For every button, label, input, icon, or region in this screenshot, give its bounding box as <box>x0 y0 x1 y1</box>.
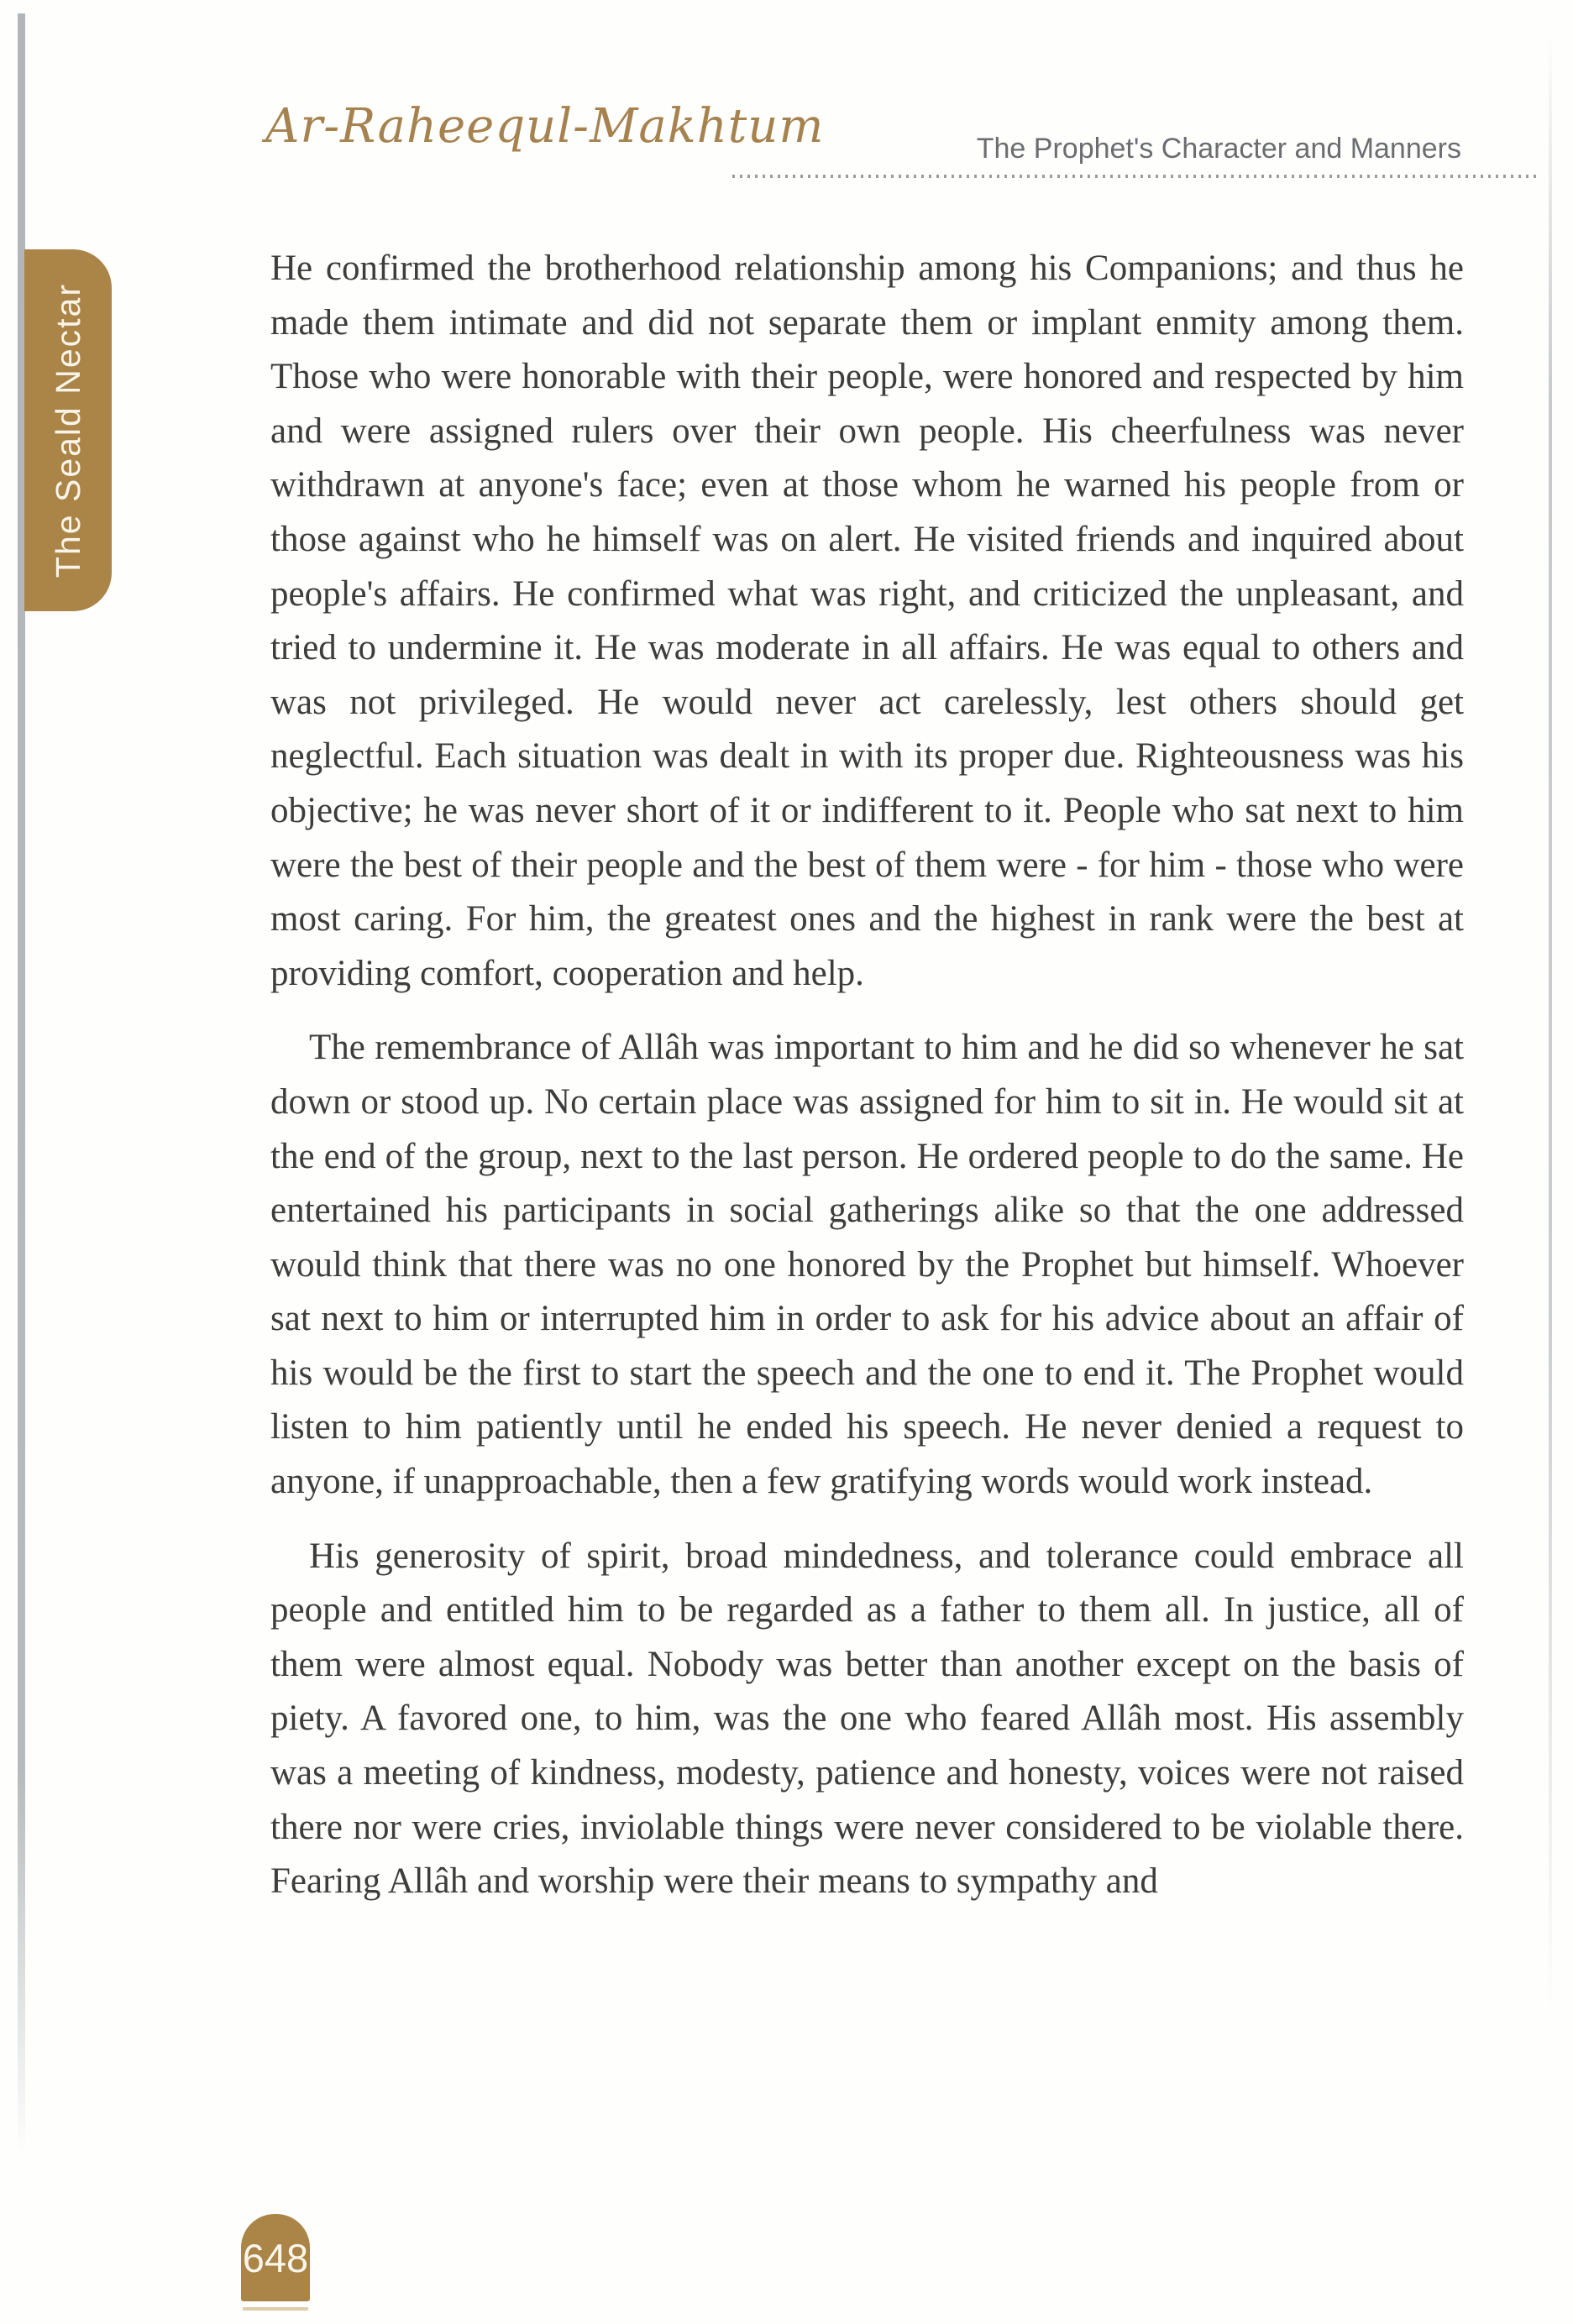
paragraph-2: The remembrance of Allâh was important to him and he did so whenever he sat down or stood up. No certain place was assigned for him to sit in. He would sit at the end of the group, next to the last person. He ordered people to do the same. He entertained his participants in social gatherings alike so that the one addressed would think that there was no one honored by the Prophet but himself. Whoever sat next to him or interrupted him in order to ask for his advice about an affair of his would be the first to start the speech and the one to end it. The Prophet would listen to him patiently until he ended his speech. He never denied a request to anyone, if unapproachable, then a few gratifying words would work instead. <box>270 1028 1464 1502</box>
side-tab <box>24 249 112 611</box>
book-title-script: Ar-Raheequl-Makhtum <box>265 99 825 154</box>
right-book-edge-line <box>1549 34 1552 2099</box>
page-badge-underline <box>243 2307 308 2311</box>
page-number: 648 <box>242 2235 309 2280</box>
chapter-title: The Prophet's Character and Manners <box>976 133 1461 165</box>
body-text <box>270 242 1464 1909</box>
paragraph-3: His generosity of spirit, broad mindedness, and tolerance could embrace all people and entitled him to be regarded as a father to them all. In justice, all of them were almost equal. Nobody was better than another except on the basis of piety. A favored one, to him, was the one who feared Allâh most. His assembly was a meeting of kindness, modesty, patience and honesty, voices were not raised there nor were cries, inviolable things were never considered to be violable there. Fearing Allâh and worship were their means to sympathy and <box>270 1536 1464 1902</box>
page-number-badge <box>241 2214 310 2301</box>
header-dotted-rule <box>732 175 1539 178</box>
side-tab-label: The Seald Nectar <box>48 282 87 578</box>
paragraph-1: He confirmed the brotherhood relationship among his Companions; and thus he made them intimate and did not separate them or implant enmity among them. Those who were honorable with their people, were honored and respected by him and were assigned rulers over their own people. His cheerfulness was never withdrawn at anyone's face; even at those whom he warned his people from or those against who he himself was on alert. He visited friends and inquired about people's affairs. He confirmed what was right, and criticized the unpleasant, and tried to undermine it. He was moderate in all affairs. He was equal to others and was not privileged. He would never act carelessly, lest others should get neglectful. Each situation was dealt in with its proper due. Righteousness was his objective; he was never short of it or indifferent to it. People who sat next to him were the best of their people and the best of them were - for him - those who were most caring. For him, the greatest ones and the highest in rank were the best at providing comfort, cooperation and help. <box>270 249 1464 993</box>
